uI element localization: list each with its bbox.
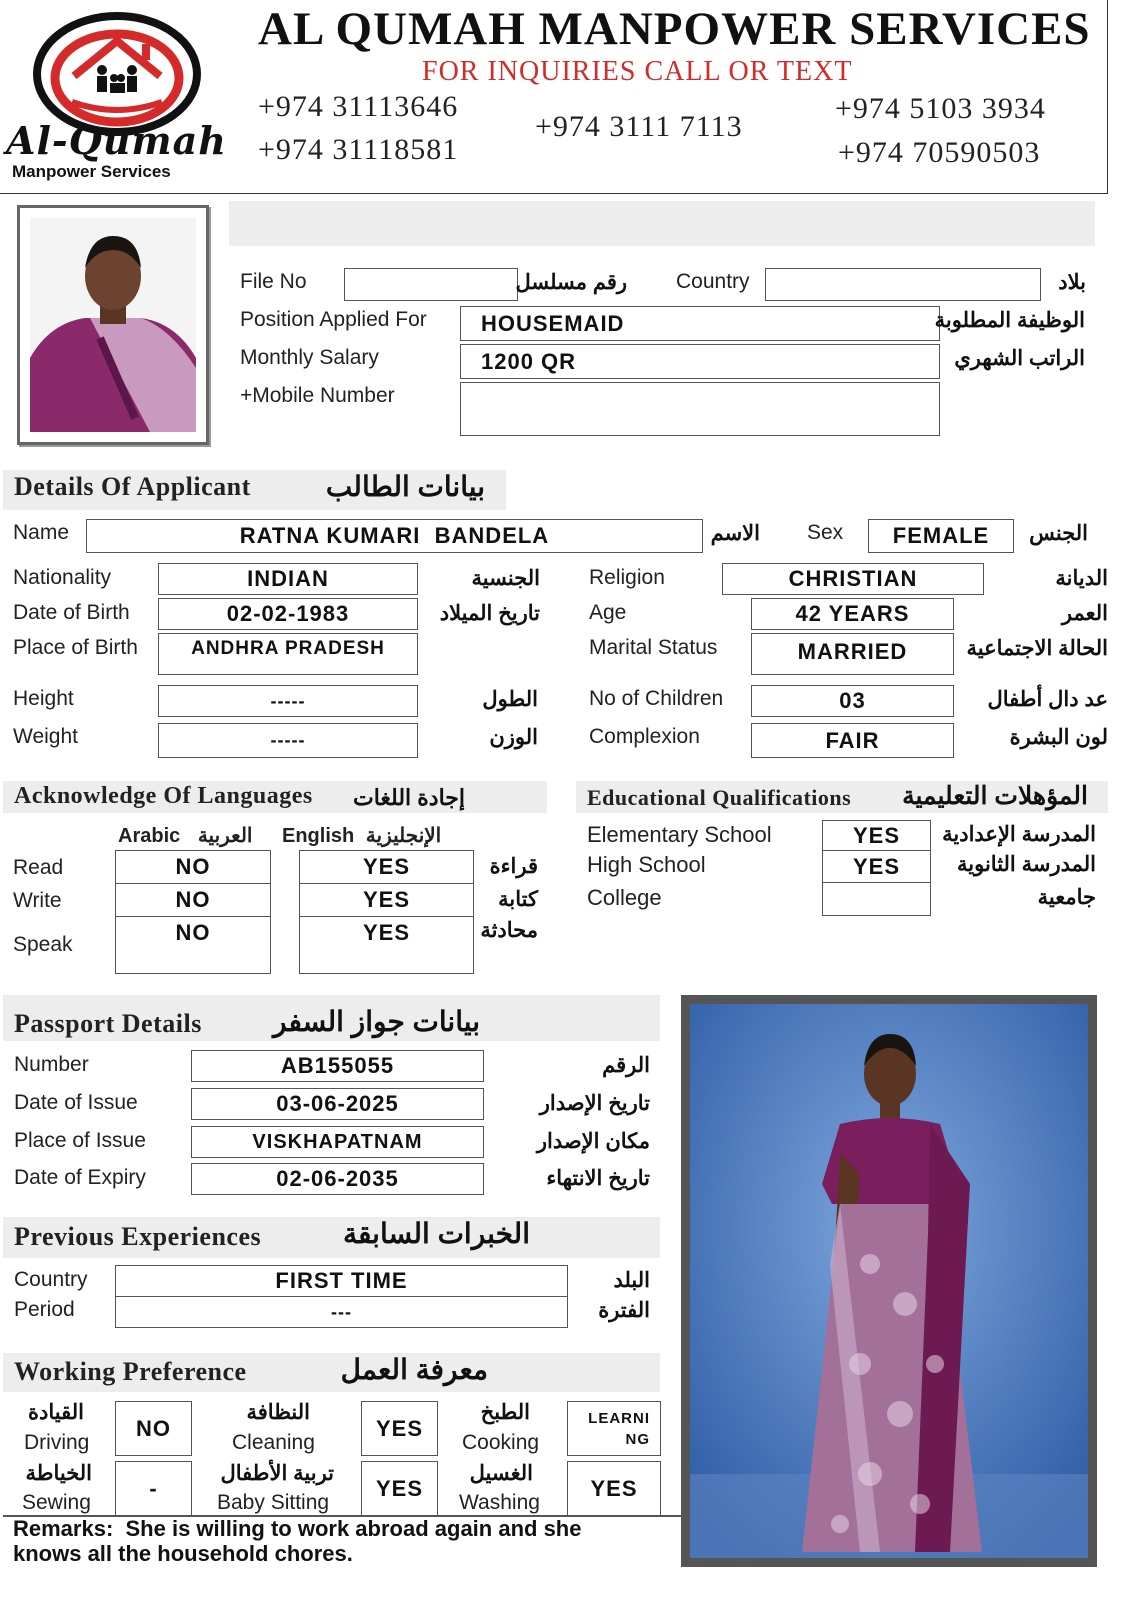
sewing-label: Sewing xyxy=(22,1491,91,1514)
country-field[interactable] xyxy=(765,268,1041,301)
driving-label: Driving xyxy=(24,1431,90,1454)
height-ar: الطول xyxy=(482,688,538,711)
expiry-ar: تاريخ الانتهاء xyxy=(546,1167,650,1190)
dob-field[interactable]: 02-02-1983 xyxy=(158,598,418,630)
position-field[interactable]: HOUSEMAID xyxy=(460,306,940,341)
complexion-ar: لون البشرة xyxy=(1009,726,1108,749)
file-no-label: File No xyxy=(240,270,307,293)
exp-country-ar: البلد xyxy=(613,1269,650,1292)
english-col-label: English xyxy=(282,825,355,847)
cleaning-label: Cleaning xyxy=(232,1431,315,1454)
experience-heading: Previous Experiences xyxy=(14,1222,262,1251)
baby-field[interactable]: YES xyxy=(361,1461,438,1516)
sex-label: Sex xyxy=(807,521,844,544)
sex-ar: الجنس xyxy=(1029,522,1088,545)
exp-period-field[interactable]: --- xyxy=(115,1296,568,1328)
children-label: No of Children xyxy=(589,687,724,710)
exp-country-label: Country xyxy=(14,1268,88,1291)
cleaning-field[interactable]: YES xyxy=(361,1401,438,1456)
phone-5[interactable]: +974 70590503 xyxy=(838,136,1041,169)
complexion-field[interactable]: FAIR xyxy=(751,723,954,758)
remarks-line-2: knows all the household chores. xyxy=(13,1541,353,1566)
cooking-value-line2: NG xyxy=(625,1430,650,1448)
phone-2[interactable]: +974 31118581 xyxy=(258,133,459,166)
washing-field[interactable]: YES xyxy=(567,1461,661,1516)
name-field[interactable]: RATNA KUMARI BANDELA xyxy=(86,519,703,553)
salary-field[interactable]: 1200 QR xyxy=(460,344,940,379)
cooking-value-line1: LEARNI xyxy=(588,1409,650,1427)
english-speak[interactable]: YES xyxy=(299,916,474,974)
name-ar: الاسم xyxy=(710,522,760,545)
arabic-read[interactable]: NO xyxy=(115,850,271,884)
top-gray-band xyxy=(229,201,1095,246)
sewing-field[interactable]: - xyxy=(115,1461,192,1516)
religion-label: Religion xyxy=(589,566,665,589)
education-heading: Educational Qualifications xyxy=(587,785,852,810)
english-read[interactable]: YES xyxy=(299,850,474,884)
elementary-ar: المدرسة الإعدادية xyxy=(942,823,1096,846)
english-col-ar: الإنجليزية xyxy=(365,825,442,847)
exp-period-label: Period xyxy=(14,1298,75,1321)
salary-label: Monthly Salary xyxy=(240,346,379,369)
sex-field[interactable]: FEMALE xyxy=(868,519,1014,553)
file-no-field[interactable] xyxy=(344,268,518,301)
college-field[interactable] xyxy=(822,882,931,916)
issue-place-field[interactable]: VISKHAPATNAM xyxy=(191,1126,484,1158)
english-col-header xyxy=(282,823,441,848)
phone-3[interactable]: +974 3111 7113 xyxy=(535,110,743,143)
write-ar: كتابة xyxy=(498,888,538,911)
washing-label: Washing xyxy=(459,1491,540,1514)
washing-ar: الغسيل xyxy=(469,1462,533,1485)
children-ar: عد دال أطفال xyxy=(987,688,1108,711)
write-label: Write xyxy=(13,889,62,912)
inquiry-text: FOR INQUIRIES CALL OR TEXT xyxy=(422,56,853,87)
mobile-field[interactable] xyxy=(460,382,940,436)
cooking-ar: الطبخ xyxy=(480,1401,530,1424)
arabic-write[interactable]: NO xyxy=(115,883,271,917)
high-label: High School xyxy=(587,852,706,877)
issue-date-label: Date of Issue xyxy=(14,1091,138,1114)
file-no-ar: رقم مسلسل xyxy=(515,271,627,294)
weight-label: Weight xyxy=(13,725,78,748)
languages-heading: Acknowledge Of Languages xyxy=(14,783,313,809)
issue-date-ar: تاريخ الإصدار xyxy=(539,1092,650,1115)
pob-label: Place of Birth xyxy=(13,636,138,659)
college-label: College xyxy=(587,885,662,910)
logo-subtext: Manpower Services xyxy=(12,162,171,181)
applicant-heading-ar: بيانات الطالب xyxy=(325,471,485,502)
country-label: Country xyxy=(676,270,750,293)
position-ar: الوظيفة المطلوبة xyxy=(934,309,1085,332)
religion-ar: الديانة xyxy=(1055,567,1108,590)
passport-number-label: Number xyxy=(14,1053,89,1076)
weight-ar: الوزن xyxy=(489,726,538,749)
marital-ar: الحالة الاجتماعية xyxy=(966,637,1108,660)
arabic-col-header xyxy=(118,823,252,848)
weight-field[interactable]: ----- xyxy=(158,723,418,758)
dob-label: Date of Birth xyxy=(13,601,130,624)
portrait-image xyxy=(30,218,196,432)
elementary-field[interactable]: YES xyxy=(822,820,931,852)
working-heading-ar: معرفة العمل xyxy=(340,1354,488,1385)
speak-label: Speak xyxy=(13,933,73,956)
languages-heading-ar: إجادة اللغات xyxy=(353,785,465,810)
arabic-col-label: Arabic xyxy=(118,825,181,847)
age-ar: العمر xyxy=(1061,602,1108,625)
pob-field[interactable]: ANDHRA PRADESH xyxy=(158,633,418,675)
salary-ar: الراتب الشهري xyxy=(954,347,1085,370)
applicant-heading: Details Of Applicant xyxy=(14,472,251,501)
high-field[interactable]: YES xyxy=(822,850,931,884)
nationality-field[interactable]: INDIAN xyxy=(158,563,418,595)
elementary-label: Elementary School xyxy=(587,822,772,847)
phone-1[interactable]: +974 31113646 xyxy=(258,90,459,123)
applicant-photo-full xyxy=(681,995,1097,1567)
dob-ar: تاريخ الميلاد xyxy=(439,602,540,625)
education-heading-ar: المؤهلات التعليمية xyxy=(902,782,1088,810)
company-name: AL QUMAH MANPOWER SERVICES xyxy=(258,3,1091,55)
remarks-line-1: Remarks: She is willing to work abroad again and she xyxy=(13,1516,582,1541)
passport-number-field[interactable]: AB155055 xyxy=(191,1050,484,1082)
read-label: Read xyxy=(13,856,64,879)
cooking-field[interactable] xyxy=(567,1401,661,1456)
issue-date-field[interactable]: 03-06-2025 xyxy=(191,1088,484,1120)
exp-country-field[interactable]: FIRST TIME xyxy=(115,1265,568,1297)
nationality-ar: الجنسية xyxy=(471,567,540,590)
arabic-col-ar: العربية xyxy=(197,825,253,847)
cooking-label: Cooking xyxy=(462,1431,540,1454)
height-field[interactable]: ----- xyxy=(158,685,418,717)
issue-place-ar: مكان الإصدار xyxy=(536,1130,650,1153)
college-ar: جامعية xyxy=(1037,886,1096,909)
english-write[interactable]: YES xyxy=(299,883,474,917)
cleaning-ar: النظافة xyxy=(246,1401,310,1424)
complexion-label: Complexion xyxy=(589,725,700,748)
name-label: Name xyxy=(13,521,70,544)
marital-label: Marital Status xyxy=(589,636,718,659)
issue-place-label: Place of Issue xyxy=(14,1129,146,1152)
exp-period-ar: الفترة xyxy=(598,1299,650,1322)
arabic-speak[interactable]: NO xyxy=(115,916,271,974)
logo-text: Al-Qumah xyxy=(6,118,227,163)
applicant-photo-small xyxy=(17,205,209,445)
driving-ar: القيادة xyxy=(28,1401,84,1424)
baby-label: Baby Sitting xyxy=(217,1491,330,1514)
children-field[interactable]: 03 xyxy=(751,685,954,717)
position-label: Position Applied For xyxy=(240,308,427,331)
marital-field[interactable]: MARRIED xyxy=(751,633,954,675)
mobile-label: +Mobile Number xyxy=(240,384,395,407)
phone-4[interactable]: +974 5103 3934 xyxy=(835,92,1046,125)
passport-heading-ar: بيانات جواز السفر xyxy=(273,1006,480,1037)
full-body-image xyxy=(690,1004,1088,1558)
driving-field[interactable]: NO xyxy=(115,1401,192,1456)
expiry-label: Date of Expiry xyxy=(14,1166,146,1189)
expiry-field[interactable]: 02-06-2035 xyxy=(191,1163,484,1195)
nationality-label: Nationality xyxy=(13,566,112,589)
experience-heading-ar: الخبرات السابقة xyxy=(343,1218,530,1249)
sewing-ar: الخياطة xyxy=(25,1462,92,1485)
age-field[interactable]: 42 YEARS xyxy=(751,598,954,630)
passport-number-ar: الرقم xyxy=(602,1054,650,1077)
age-label: Age xyxy=(589,601,627,624)
religion-field[interactable]: CHRISTIAN xyxy=(722,563,984,595)
high-ar: المدرسة الثانوية xyxy=(957,853,1096,876)
baby-ar: تربية الأطفال xyxy=(220,1462,334,1485)
speak-ar: محادثة xyxy=(480,919,538,942)
working-heading: Working Preference xyxy=(14,1357,247,1386)
country-ar: بلاد xyxy=(1058,271,1086,294)
read-ar: قراءة xyxy=(489,855,538,878)
height-label: Height xyxy=(13,687,74,710)
passport-heading: Passport Details xyxy=(14,1009,202,1038)
